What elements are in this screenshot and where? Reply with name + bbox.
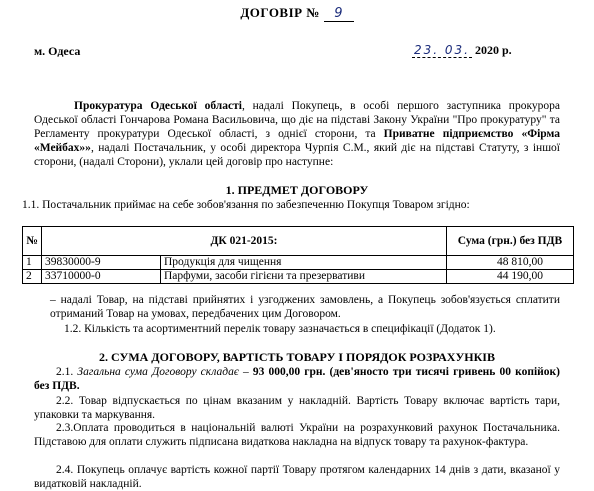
date-day-month: 23. 03.: [414, 43, 470, 57]
title-prefix: ДОГОВІР №: [240, 5, 320, 20]
table-row: [23, 256, 574, 270]
row-name: Парфуми, засоби гігієни та презервативи: [161, 270, 447, 284]
row-name: Продукція для чищення: [161, 256, 447, 270]
row-sum: 48 810,00: [447, 256, 574, 270]
clause-2-1-italic: Загальна сума Договору складає: [77, 366, 239, 378]
clause-2-1-dash: –: [238, 366, 253, 378]
row-sum: 44 190,00: [447, 270, 574, 284]
clause-2-1: [34, 365, 560, 393]
clause-2-2: 2.2. Товар відпускається по цінам вказаним у накладній. Вартість Товару включає вартість тари, упаковки та маркування.: [34, 395, 560, 421]
row-number: 1: [23, 256, 42, 270]
clause-2-1-prefix: 2.1.: [56, 366, 78, 378]
clause-2-4: 2.4. Покупець оплачує вартість кожної партії Товару протягом календарних 14 днів з дати, вказаної у видатковій накладній.: [34, 464, 560, 490]
section1-title: 1. ПРЕДМЕТ ДОГОВОРУ: [225, 183, 369, 197]
contract-date: [412, 43, 512, 57]
city: м. Одеса: [34, 44, 81, 58]
clause-2-3: 2.3.Оплата проводиться в національній валюті України на розрахунковий рахунок Постачальника. Підставою для оплати служить підписана видаткова накладна на відпуск товару та рахунок-фактура.: [34, 422, 560, 448]
row-code: 33710000-0: [42, 270, 161, 284]
clause-1-1-continued: – надалі Товар, на підставі прийнятих і узгоджених замовлень, а Покупець зобов'язується сплатити отриманий Товар на умовах, передбачених цим Договором.: [50, 294, 560, 320]
clause-1-1: 1.1. Постачальник приймає на себе зобов'язання по забезпеченню Покупця Товаром згідно:: [22, 199, 470, 211]
clause-1-2: 1.2. Кількість та асортиментний перелік товару зазначається в специфікації (Додаток 1).: [64, 323, 496, 335]
header-no: №: [23, 227, 42, 256]
contract-number: 9: [324, 7, 354, 22]
row-code: 39830000-9: [42, 256, 161, 270]
header-sum: Сума (грн.) без ПДВ: [447, 227, 574, 256]
table-header-row: [23, 227, 574, 256]
row-number: 2: [23, 270, 42, 284]
header-dk: ДК 021-2015:: [42, 227, 447, 256]
party1-text: , надалі Покупець, в особі першого заступника прокурора Одеської області Гончарова Романа Васильовича, що діє на підставі Закону України "Про прокуратуру" та Регламенту прокуратури Одеської області, з однієї сторони, та: [34, 100, 560, 140]
date-year: 2020 р.: [474, 43, 512, 57]
party2-text: , надалі Постачальник, у особі директора Чурпія С.М., який діє на підставі Статуту, з іншої сторони, (надалі Сторони), уклали цей договір про наступне:: [34, 142, 560, 168]
table-row: [23, 270, 574, 284]
clause-2-1-total: 93 000,00 грн. (дев'яносто три тисячі гривень 00 копійок) без ПДВ.: [34, 366, 561, 392]
preamble-paragraph: [34, 99, 560, 169]
party1-name: Прокуратура Одеської області: [74, 100, 242, 112]
section2-title: 2. СУМА ДОГОВОРУ, ВАРТІСТЬ ТОВАРУ І ПОРЯДОК РОЗРАХУНКІВ: [99, 350, 495, 364]
goods-table: [22, 226, 574, 284]
party2-name: Приватне підприємство «Фірма «Мейбах»»: [34, 128, 560, 154]
document-title: [0, 6, 594, 22]
